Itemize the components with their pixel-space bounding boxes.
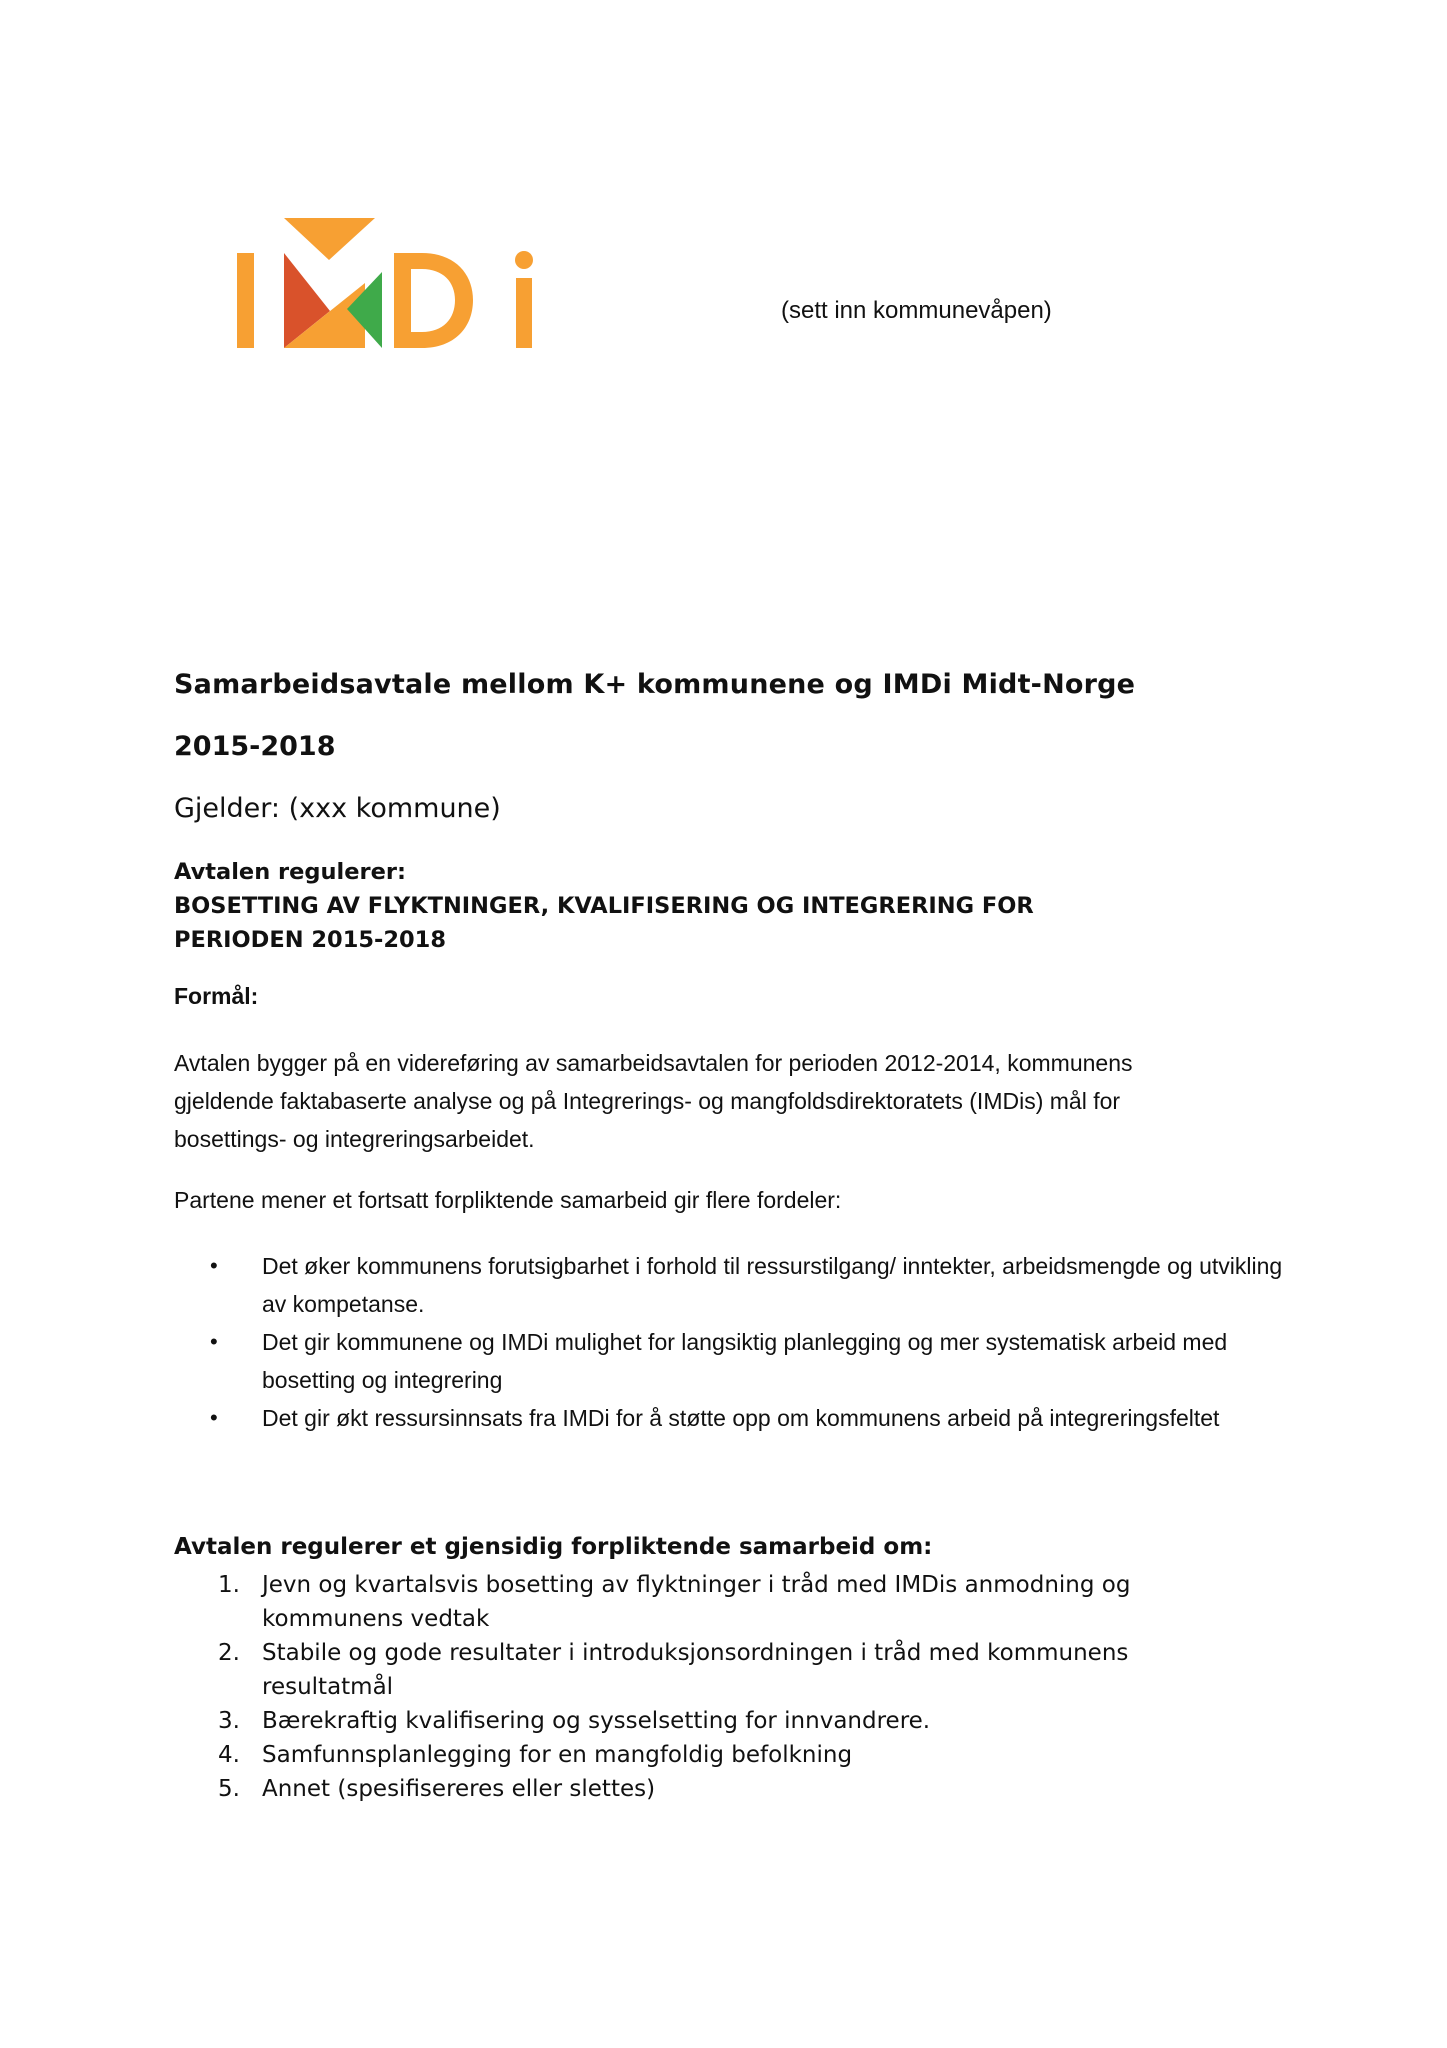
benefit-item [210,1323,1290,1399]
item-number: 1. [218,1572,240,1598]
benefit-item [210,1247,1290,1323]
cooperation-list [174,1568,1234,1806]
item-text: Jevn og kvartalsvis bosetting av flyktninger i tråd med IMDis anmodning og kommunens vedtak [262,1572,1131,1632]
imdi-logo [237,218,537,350]
benefits-list [210,1247,1290,1437]
item-number: 5. [218,1776,240,1802]
regulates-label: Avtalen regulerer: [174,859,406,885]
cooperation-heading: Avtalen regulerer et gjensidig forpliktende samarbeid om: [174,1534,933,1560]
regulates-subject-line-2: PERIODEN 2015-2018 [174,927,446,953]
cooperation-item [174,1636,1234,1704]
coat-of-arms-placeholder: (sett inn kommunevåpen) [781,297,1052,324]
document-years: 2015-2018 [174,731,336,762]
cooperation-item [174,1772,1234,1806]
imdi-logo-icon [237,218,537,350]
item-text: Stabile og gode resultater i introduksjonsordningen i tråd med kommunens resultatmål [262,1640,1129,1700]
bullet-icon: • [210,1329,218,1354]
purpose-paragraph: Avtalen bygger på en videreføring av samarbeidsavtalen for perioden 2012-2014, kommunens gjeldende faktabaserte analyse og på Integrerings- og mangfoldsdirektoratets (IMDis) mål for bosettings- og integreringsarbeidet. [174,1050,1133,1152]
benefit-text: Det øker kommunens forutsigbarhet i forhold til ressurstilgang/ inntekter, arbeidsmengde og utvikling av kompetanse. [262,1253,1283,1317]
cooperation-item [174,1738,1234,1772]
cooperation-item [174,1704,1234,1738]
item-text: Samfunnsplanlegging for en mangfoldig befolkning [262,1742,853,1768]
document-title: Samarbeidsavtale mellom K+ kommunene og IMDi Midt-Norge [174,669,1136,700]
applies-to: Gjelder: (xxx kommune) [174,793,501,824]
benefit-text: Det gir økt ressursinnsats fra IMDi for å støtte opp om kommunens arbeid på integreringsfeltet [262,1405,1220,1431]
bullet-icon: • [210,1253,218,1278]
item-number: 4. [218,1742,240,1768]
item-text: Annet (spesifisereres eller slettes) [262,1776,656,1802]
purpose-label: Formål: [174,983,259,1009]
regulates-subject-line-1: BOSETTING AV FLYKTNINGER, KVALIFISERING OG INTEGRERING FOR [174,893,1034,919]
regulates-section [174,855,1274,957]
parties-paragraph: Partene mener et fortsatt forpliktende samarbeid gir flere fordeler: [174,1187,842,1213]
benefit-item [210,1399,1290,1437]
benefit-text: Det gir kommunene og IMDi mulighet for langsiktig planlegging og mer systematisk arbeid med bosetting og integrering [262,1329,1228,1393]
item-text: Bærekraftig kvalifisering og sysselsetting for innvandrere. [262,1708,931,1734]
cooperation-item [174,1568,1234,1636]
item-number: 3. [218,1708,240,1734]
item-number: 2. [218,1640,240,1666]
bullet-icon: • [210,1405,218,1430]
